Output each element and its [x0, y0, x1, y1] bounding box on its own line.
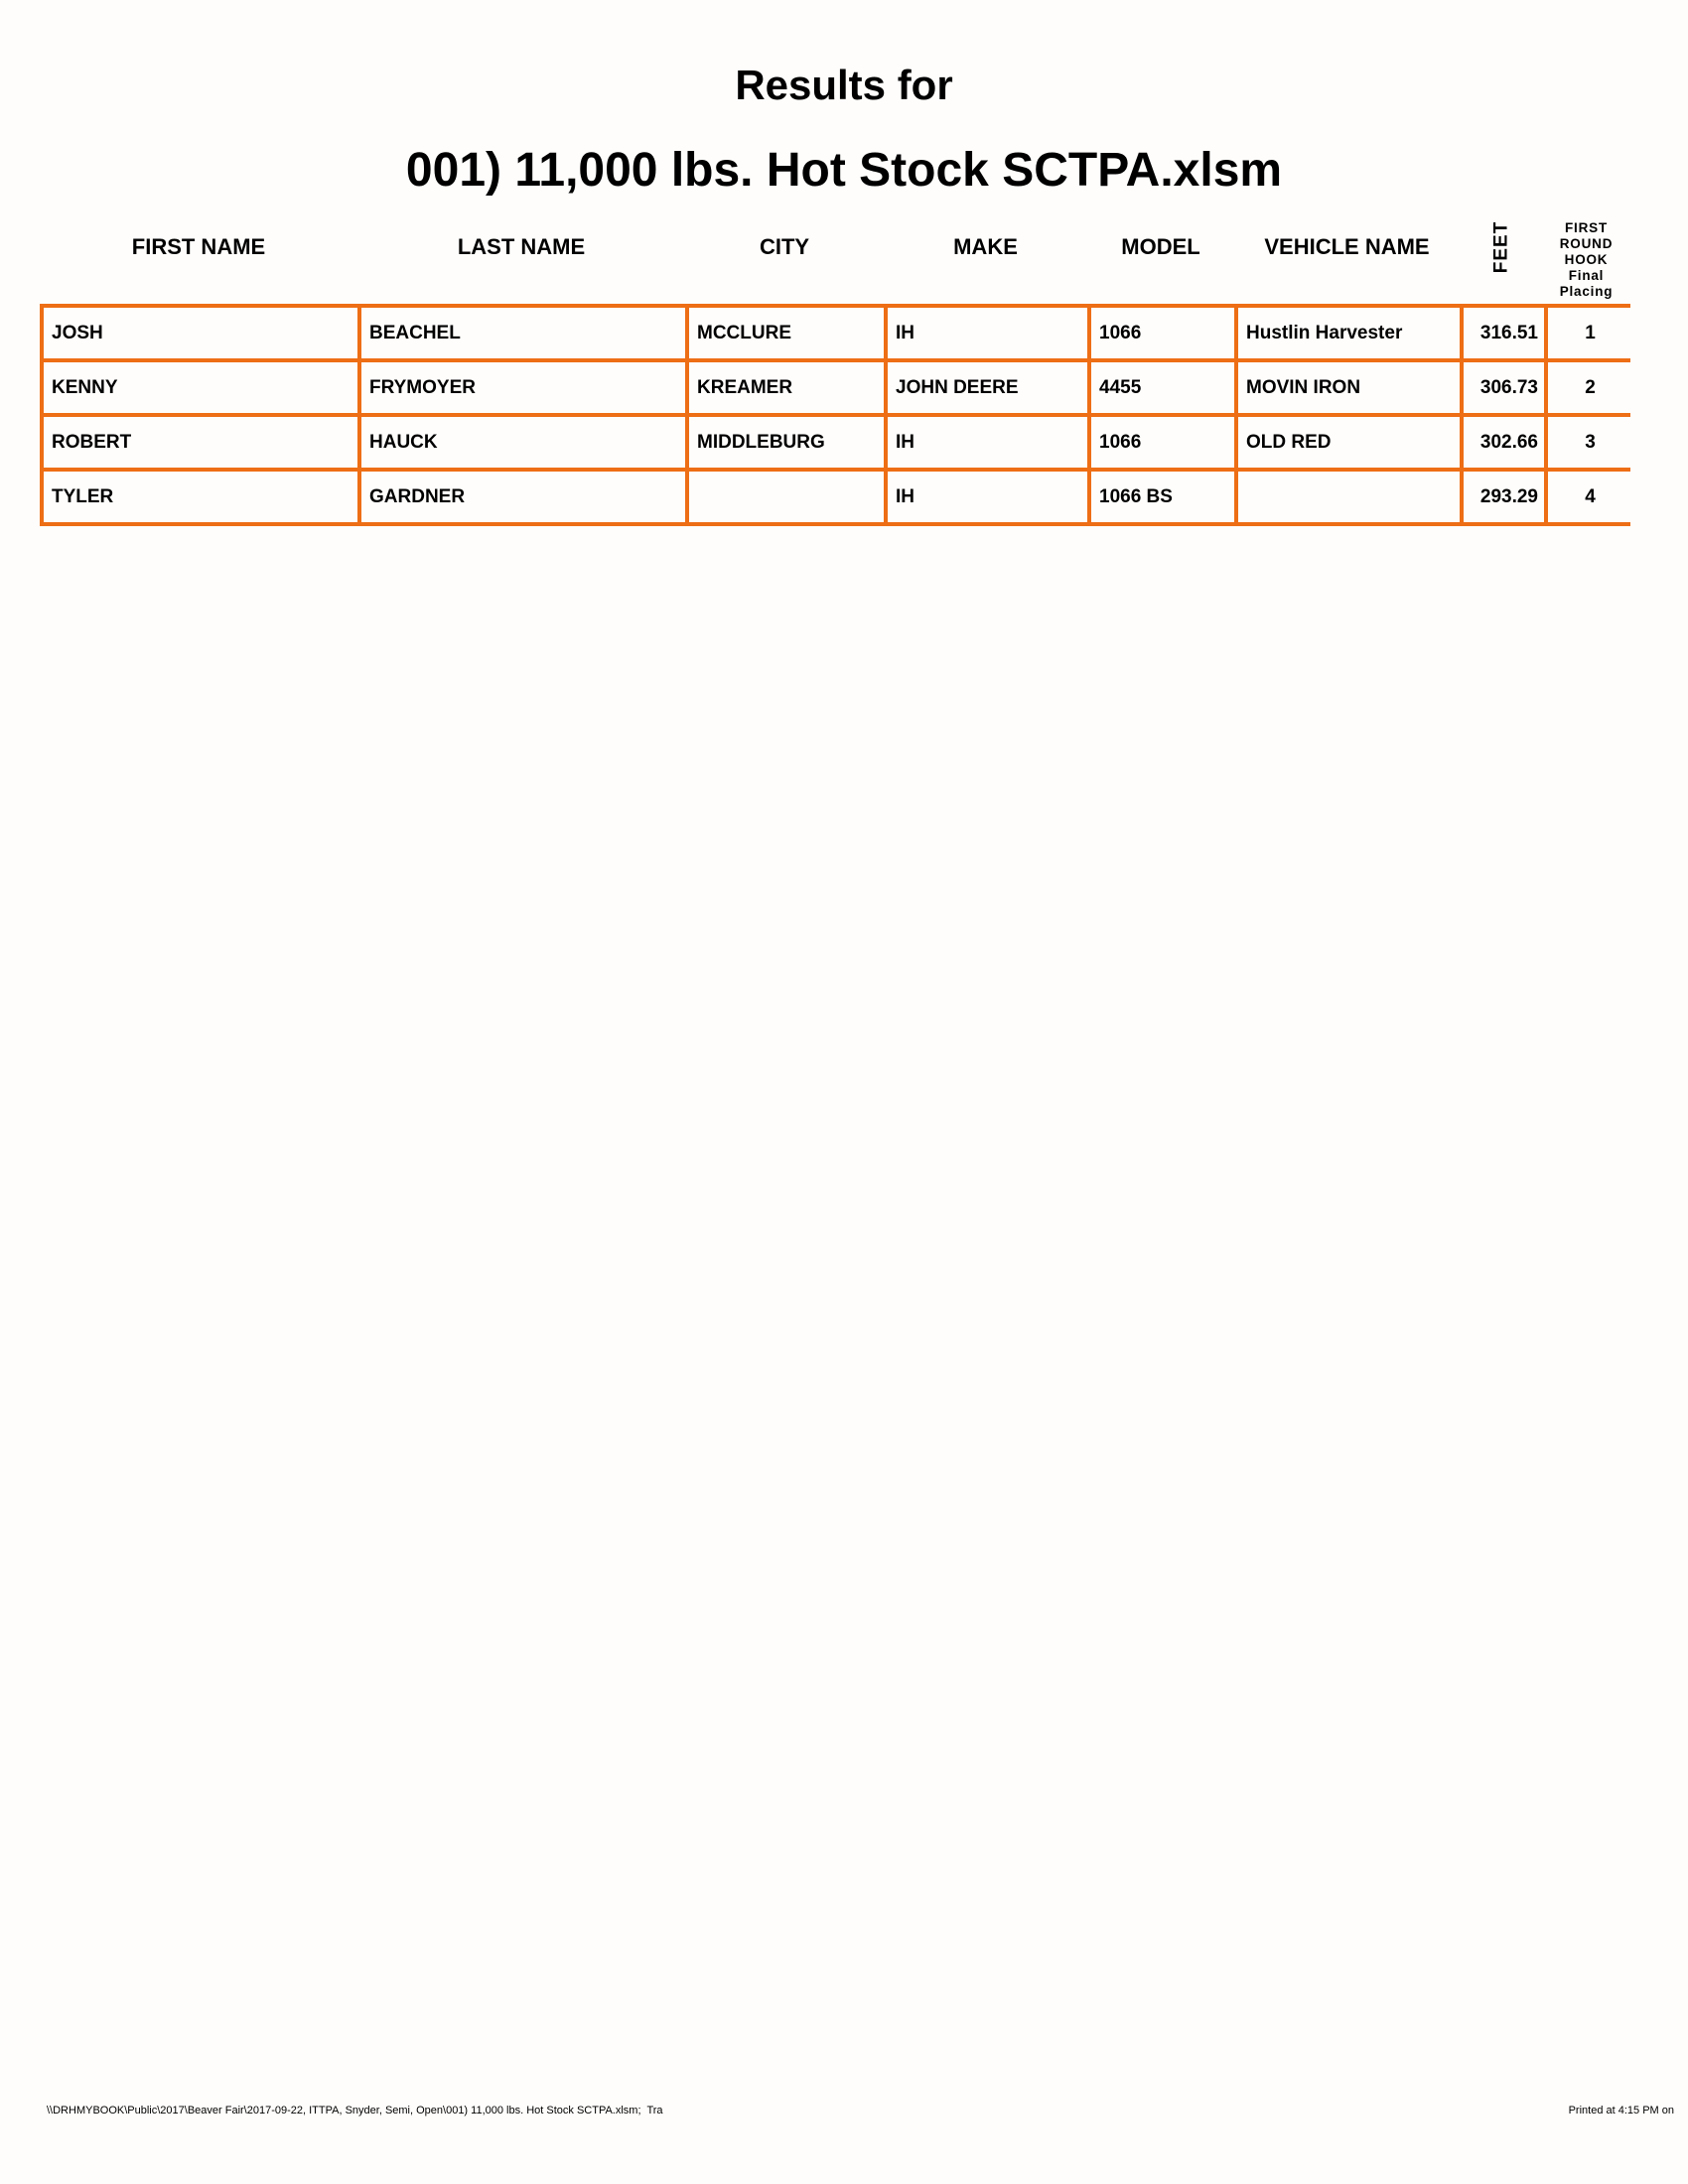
cell-feet: 293.29	[1462, 470, 1546, 524]
footer-printed-timestamp: Printed at 4:15 PM on	[1568, 2105, 1674, 2116]
footer-file-path: \\DRHMYBOOK\Public\2017\Beaver Fair\2017-09-22, ITTPA, Snyder, Semi, Open\001) 11,000 lbs. Hot Stock SCTPA.xlsm; Tra	[47, 2105, 663, 2116]
cell-feet: 306.73	[1462, 360, 1546, 415]
hook-header-line: Placing	[1559, 284, 1614, 299]
hook-header-line: HOOK	[1564, 252, 1609, 267]
column-header-row	[40, 191, 1628, 304]
column-header-first-round-hook	[1544, 191, 1628, 304]
cell-vehicle-name: OLD RED	[1236, 415, 1462, 470]
cell-placing: 1	[1546, 306, 1630, 360]
results-table	[40, 304, 1630, 526]
cell-city	[687, 470, 886, 524]
hook-header-line: Final	[1568, 268, 1605, 283]
cell-feet: 316.51	[1462, 306, 1546, 360]
column-header-city: CITY	[759, 234, 810, 259]
cell-make: IH	[886, 306, 1089, 360]
cell-model: 1066	[1089, 415, 1236, 470]
hook-header-line: FIRST	[1565, 220, 1608, 235]
cell-feet: 302.66	[1462, 415, 1546, 470]
cell-placing: 3	[1546, 415, 1630, 470]
table-row	[42, 360, 1630, 415]
column-header-feet-rotated	[1460, 191, 1544, 304]
table-row	[42, 470, 1630, 524]
cell-first-name: TYLER	[42, 470, 359, 524]
cell-model: 4455	[1089, 360, 1236, 415]
table-row	[42, 415, 1630, 470]
column-header-model: MODEL	[1121, 234, 1200, 259]
cell-first-name: ROBERT	[42, 415, 359, 470]
cell-first-name: JOSH	[42, 306, 359, 360]
cell-first-name: KENNY	[42, 360, 359, 415]
cell-placing: 4	[1546, 470, 1630, 524]
feet-label: FEET	[1490, 220, 1512, 274]
cell-last-name: BEACHEL	[359, 306, 687, 360]
cell-vehicle-name	[1236, 470, 1462, 524]
hook-header-line: ROUND	[1559, 236, 1614, 251]
column-header-make: MAKE	[953, 234, 1018, 259]
cell-city: KREAMER	[687, 360, 886, 415]
cell-make: IH	[886, 470, 1089, 524]
table-row	[42, 306, 1630, 360]
page-title-results-for: Results for	[735, 62, 953, 108]
cell-last-name: GARDNER	[359, 470, 687, 524]
cell-city: MIDDLEBURG	[687, 415, 886, 470]
cell-make: JOHN DEERE	[886, 360, 1089, 415]
column-header-vehicle-name: VEHICLE NAME	[1264, 234, 1430, 259]
cell-make: IH	[886, 415, 1089, 470]
column-header-last-name: LAST NAME	[457, 234, 586, 259]
column-header-first-name: FIRST NAME	[131, 234, 266, 259]
cell-vehicle-name: Hustlin Harvester	[1236, 306, 1462, 360]
cell-placing: 2	[1546, 360, 1630, 415]
cell-city: MCCLURE	[687, 306, 886, 360]
page-title-class-filename: 001) 11,000 lbs. Hot Stock SCTPA.xlsm	[405, 144, 1283, 197]
cell-last-name: HAUCK	[359, 415, 687, 470]
cell-last-name: FRYMOYER	[359, 360, 687, 415]
cell-model: 1066 BS	[1089, 470, 1236, 524]
cell-model: 1066	[1089, 306, 1236, 360]
cell-vehicle-name: MOVIN IRON	[1236, 360, 1462, 415]
